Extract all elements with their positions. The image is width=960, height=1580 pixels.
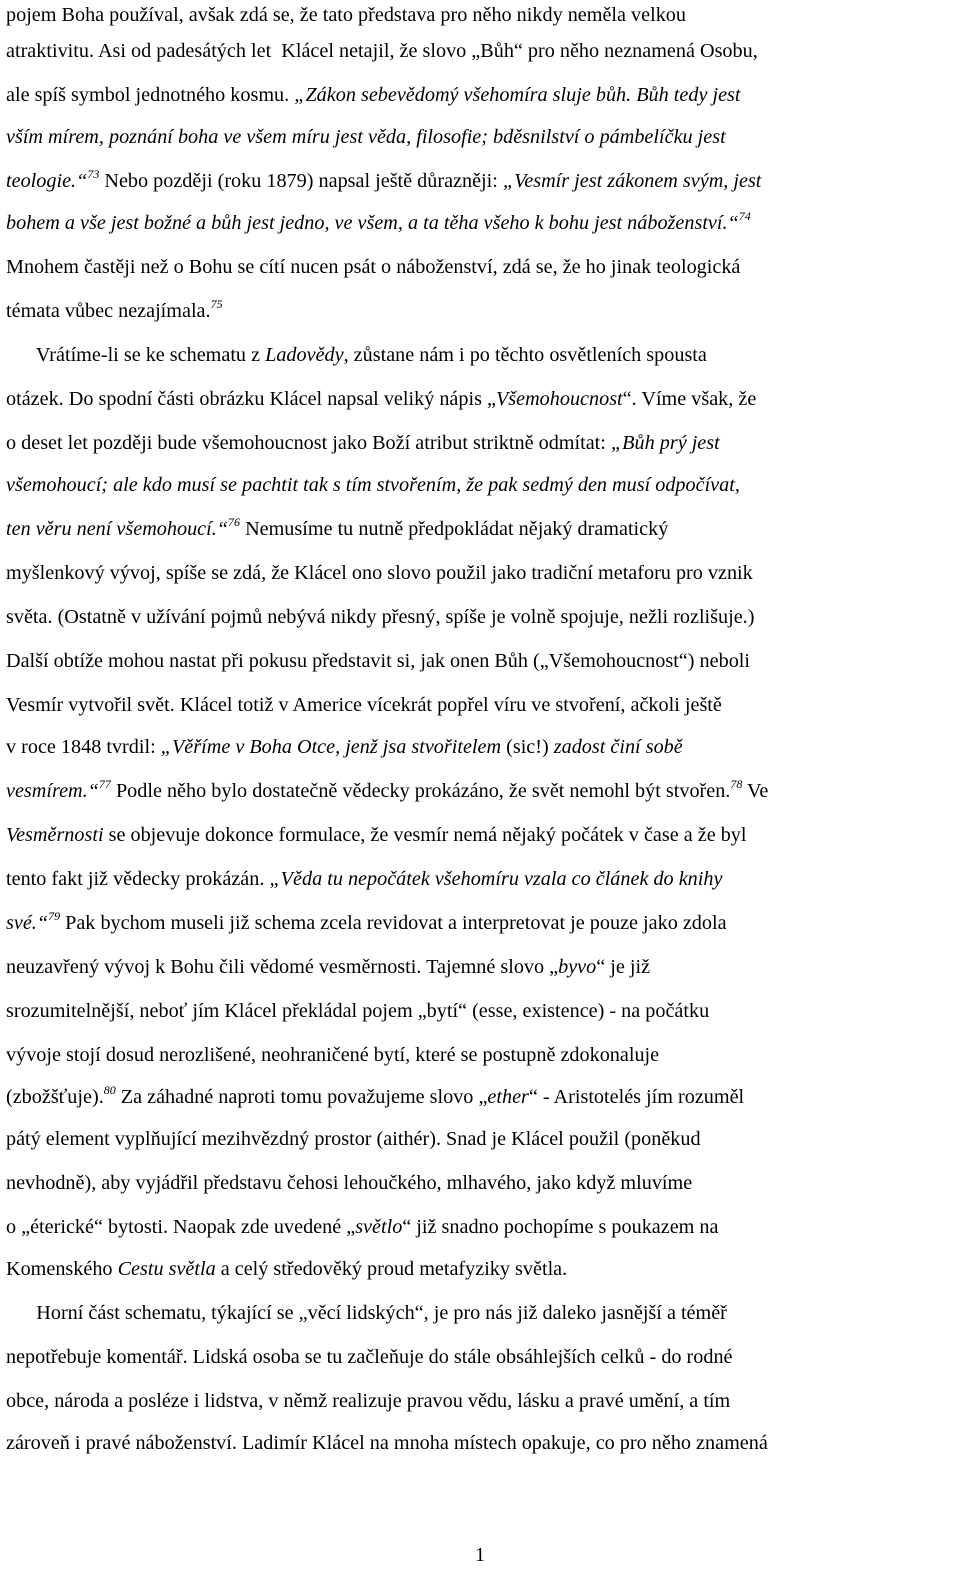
text-run: Vesmír vytvořil svět. Klácel totiž v Americe vícekrát popřel víru ve stvoření, ačkoli ještě: [6, 694, 722, 716]
text-run: , zůstane nám i po těchto osvětleních spousta: [343, 344, 707, 366]
text-run: Nebo později (roku 1879) napsal ještě důrazněji:: [99, 170, 503, 192]
text-run: srozumitelnější, neboť jím Klácel překládal pojem „bytí“ (esse, existence) - na počátku: [6, 1000, 710, 1022]
text-run: obce, národa a posléze i lidstva, v němž realizuje pravou vědu, lásku a pravé umění, a tím: [6, 1390, 731, 1412]
text-run: v roce 1848 tvrdil:: [6, 736, 161, 758]
text-run: se objevuje dokonce formulace, že vesmír nemá nějaký počátek v čase a že byl: [103, 824, 747, 846]
footnote-ref: 78: [730, 777, 743, 791]
italic-text: bohem a vše jest božné a bůh jest jedno, ve všem, a ta těha všeho k bohu jest náboženství.“: [6, 212, 739, 234]
text-run: pátý element vyplňující mezihvězdný prostor (aithér). Snad je Klácel použil (poněkud: [6, 1128, 701, 1150]
text-run: (zbožšťuje).: [6, 1086, 104, 1108]
text-run: témata vůbec nezajímala.: [6, 300, 211, 322]
text-run: tento fakt již vědecky prokázán.: [6, 868, 270, 890]
text-line: [6, 296, 223, 326]
text-line: [6, 1212, 718, 1242]
text-line: [6, 384, 756, 414]
text-line: [6, 602, 754, 632]
text-run: Pak bychom museli již schema zcela revidovat a interpretovat je pouze jako zdola: [60, 912, 727, 934]
text-line: [6, 864, 722, 894]
footnote-ref: 75: [210, 297, 223, 311]
text-run: “ je již: [596, 956, 651, 978]
text-line: [6, 340, 707, 370]
text-line: [6, 80, 741, 110]
text-run: ale spíš symbol jednotného kosmu.: [6, 84, 295, 106]
italic-text: Ladovědy: [265, 344, 344, 366]
text-line: [6, 558, 753, 588]
italic-text: Vesměrnosti: [6, 824, 104, 846]
footnote-ref: 80: [103, 1083, 116, 1097]
text-run: Vrátíme-li se ke schematu z: [6, 344, 266, 366]
text-line: [6, 1342, 733, 1372]
text-line: [6, 908, 727, 938]
footnote-ref: 77: [98, 777, 111, 791]
text-line: [6, 166, 761, 196]
text-line: [6, 1386, 730, 1416]
text-line: [6, 996, 709, 1026]
italic-text: byvo: [558, 956, 597, 978]
text-run: Ve: [742, 780, 769, 802]
italic-text: teologie.“: [6, 170, 88, 192]
italic-text: ten věru není všemohoucí.“: [6, 518, 229, 540]
text-run: (sic!): [501, 736, 554, 758]
text-line: [6, 776, 768, 806]
text-line: [6, 952, 650, 982]
text-run: myšlenkový vývoj, spíše se zdá, že Klácel ono slovo použil jako tradiční metaforu pro vznik: [6, 562, 753, 584]
text-line: [6, 1298, 727, 1328]
text-line: [6, 1124, 701, 1154]
text-run: Podle něho bylo dostatečně vědecky prokázáno, že svět nemohl být stvořen.: [110, 780, 731, 802]
text-line: [6, 1082, 744, 1112]
text-run: nepotřebuje komentář. Lidská osoba se tu začleňuje do stále obsáhlejších celků - do rodné: [6, 1346, 733, 1368]
italic-text: „Vesmír jest zákonem svým, jest: [502, 170, 762, 192]
text-run: Horní část schematu, týkající se „věcí lidských“, je pro nás již daleko jasnější a téměř: [6, 1302, 727, 1324]
text-run: o deset let později bude všemohoucnost jako Boží atribut striktně odmítat:: [6, 432, 611, 454]
text-run: otázek. Do spodní části obrázku Klácel napsal veliký nápis „: [6, 388, 496, 410]
text-line: [6, 1168, 692, 1198]
text-line: [6, 0, 686, 30]
text-run: “ - Aristotelés jím rozuměl: [528, 1086, 745, 1108]
text-line: [6, 122, 726, 152]
footnote-ref: 79: [48, 909, 61, 923]
italic-text: světlo: [355, 1216, 403, 1238]
text-run: “ již snadno pochopíme s poukazem na: [402, 1216, 719, 1238]
italic-text: vším mírem, poznání boha ve všem míru jest věda, filosofie; bděsnilství o pámbelíčku jest: [6, 126, 726, 148]
text-run: atraktivitu. Asi od padesátých let Klácel netajil, že slovo „Bůh“ pro něho neznamená Osobu,: [6, 40, 758, 62]
text-line: [6, 1040, 659, 1070]
text-line: [6, 820, 747, 850]
text-run: světa. (Ostatně v užívání pojmů nebývá nikdy přesný, spíše je volně spojuje, nežli rozlišuje.): [6, 606, 755, 628]
text-line: [6, 208, 751, 238]
footnote-ref: 73: [87, 167, 100, 181]
text-run: Nemusíme tu nutně předpokládat nějaký dramatický: [240, 518, 669, 540]
text-run: Komenského: [6, 1258, 118, 1280]
text-run: neuzavřený vývoj k Bohu čili vědomé vesměrnosti. Tajemné slovo „: [6, 956, 559, 978]
text-line: [6, 1254, 567, 1284]
text-line: [6, 428, 720, 458]
text-run: a celý středověký proud metafyziky světla.: [215, 1258, 568, 1280]
text-line: [6, 1428, 768, 1458]
text-line: [6, 252, 740, 282]
italic-text: Cestu světla: [117, 1258, 216, 1280]
text-line: [6, 732, 683, 762]
page-number: 1: [475, 1544, 485, 1566]
italic-text: všemohoucí; ale kdo musí se pachtit tak s tím stvořením, že pak sedmý den musí odpočívat,: [6, 474, 740, 496]
text-line: [6, 646, 750, 676]
footnote-ref: 76: [228, 515, 241, 529]
text-line: [6, 36, 758, 66]
italic-text: Všemohoucnost: [495, 388, 623, 410]
italic-text: ether: [487, 1086, 529, 1108]
text-run: Mnohem častěji než o Bohu se cítí nucen psát o náboženství, zdá se, že ho jinak teologická: [6, 256, 741, 278]
italic-text: vesmírem.“: [6, 780, 99, 802]
text-run: “. Víme však, že: [622, 388, 757, 410]
text-line: [6, 514, 668, 544]
italic-text: zadost činí sobě: [553, 736, 683, 758]
text-run: nevhodně), aby vyjádřil představu čehosi lehoučkého, mlhavého, jako když mluvíme: [6, 1172, 693, 1194]
text-run: pojem Boha používal, avšak zdá se, že tato představa pro něho nikdy neměla velkou: [6, 4, 686, 26]
italic-text: své.“: [6, 912, 49, 934]
italic-text: „Bůh prý jest: [610, 432, 720, 454]
italic-text: „Věda tu nepočátek všehomíru vzala co článek do knihy: [269, 868, 723, 890]
text-run: zároveň i pravé náboženství. Ladimír Klácel na mnoha místech opakuje, co pro něho znamená: [6, 1432, 768, 1454]
text-line: [6, 470, 740, 500]
text-line: [6, 690, 722, 720]
footnote-ref: 74: [738, 209, 751, 223]
italic-text: „Zákon sebevědomý všehomíra sluje bůh. Bůh tedy jest: [294, 84, 741, 106]
text-run: Další obtíže mohou nastat při pokusu představit si, jak onen Bůh („Všemohoucnost“) neboli: [6, 650, 751, 672]
italic-text: „Věříme v Boha Otce, jenž jsa stvořitelem: [160, 736, 502, 758]
text-run: Za záhadné naproti tomu považujeme slovo „: [115, 1086, 488, 1108]
text-run: vývoje stojí dosud nerozlišené, neohraničené bytí, které se postupně zdokonaluje: [6, 1044, 660, 1066]
text-run: o „éterické“ bytosti. Naopak zde uvedené „: [6, 1216, 356, 1238]
